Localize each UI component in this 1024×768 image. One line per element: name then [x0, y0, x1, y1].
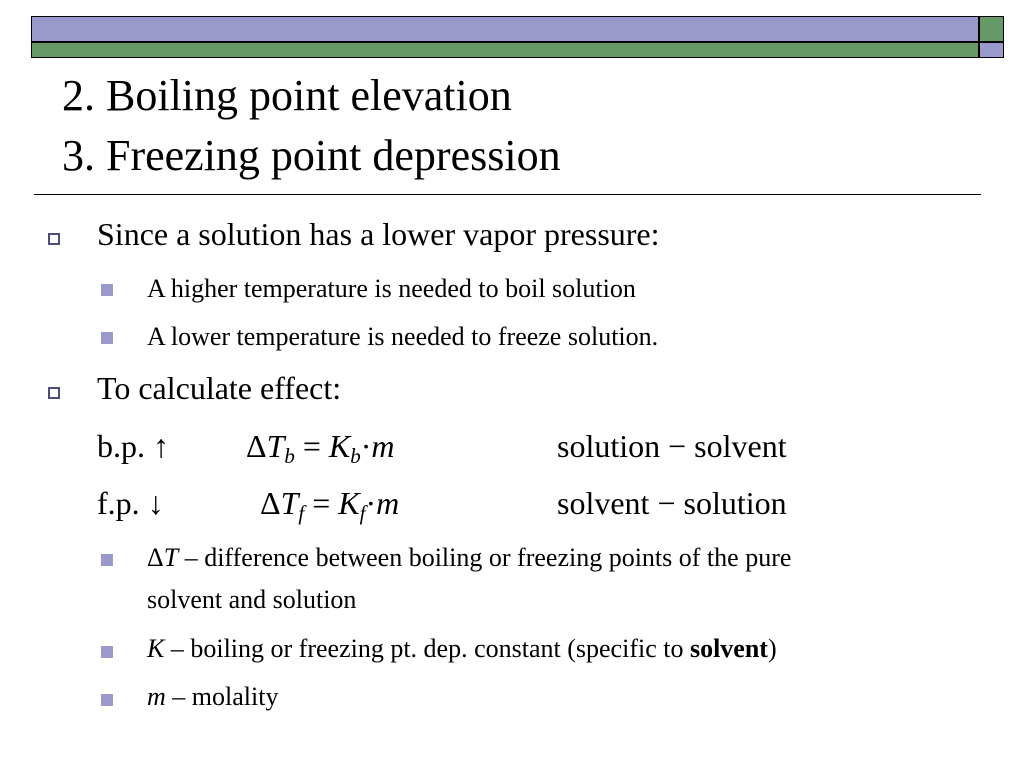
fp-k: K — [338, 485, 360, 521]
bp-delta: Δ — [246, 428, 267, 464]
fp-m: m — [376, 485, 400, 521]
header-square-purple — [979, 42, 1004, 58]
m-text: – molality — [165, 682, 279, 711]
hollow-square-icon — [48, 387, 60, 399]
definition-delta-t-continued: solvent and solution — [147, 585, 357, 614]
bullet-calculate-effect: To calculate effect: — [97, 370, 342, 406]
slide-title — [62, 66, 561, 186]
fp-label: f.p. ↓ — [97, 485, 164, 521]
bullet-vapor-pressure: Since a solution has a lower vapor pressure: — [97, 216, 660, 252]
header-square-green — [979, 16, 1004, 42]
k-symbol: K — [147, 634, 165, 663]
fp-equals: = — [304, 485, 339, 521]
definition-k — [147, 628, 777, 670]
k-solvent-bold: solvent — [689, 634, 768, 663]
hollow-square-icon — [48, 233, 60, 245]
bp-t-subscript: b — [284, 444, 295, 468]
header-bar-purple — [31, 16, 979, 42]
bp-dot: · — [360, 428, 372, 464]
sub-bullet-lower-temperature: A lower temperature is needed to freeze solution. — [147, 322, 659, 351]
title-divider — [34, 194, 981, 195]
filled-square-icon — [101, 646, 113, 658]
fp-note: solvent − solution — [557, 485, 787, 521]
t-symbol: T — [163, 543, 179, 572]
bp-m: m — [371, 428, 395, 464]
bp-t: T — [266, 428, 285, 464]
k-close: ) — [767, 634, 777, 663]
sub-bullet-higher-temperature: A higher temperature is needed to boil solution — [147, 274, 636, 303]
bp-note: solution − solvent — [557, 428, 787, 464]
bp-k: K — [328, 428, 351, 464]
definition-m — [147, 676, 278, 718]
slide-title-line-2: 3. Freezing point depression — [62, 131, 561, 180]
m-symbol: m — [147, 682, 166, 711]
bp-label: b.p. ↑ — [97, 428, 169, 464]
bp-k-subscript: b — [350, 444, 361, 468]
bp-equals: = — [294, 428, 329, 464]
fp-delta: Δ — [260, 485, 281, 521]
fp-dot: · — [365, 485, 377, 521]
delta-symbol: Δ — [147, 543, 164, 572]
slide-title-line-1: 2. Boiling point elevation — [62, 71, 512, 120]
filled-square-icon — [101, 332, 113, 344]
fp-t-subscript: f — [298, 501, 305, 525]
k-text: – boiling or freezing pt. dep. constant (specific to — [164, 634, 690, 663]
filled-square-icon — [101, 554, 113, 566]
header-bar-green — [31, 42, 979, 58]
filled-square-icon — [101, 694, 113, 706]
filled-square-icon — [101, 284, 113, 296]
fp-k-subscript: f — [359, 501, 366, 525]
fp-t: T — [280, 485, 299, 521]
definition-delta-t — [147, 537, 791, 579]
bp-formula — [246, 428, 395, 468]
delta-t-text: – difference between boiling or freezing points of the pure — [178, 543, 792, 572]
fp-formula — [260, 485, 400, 525]
